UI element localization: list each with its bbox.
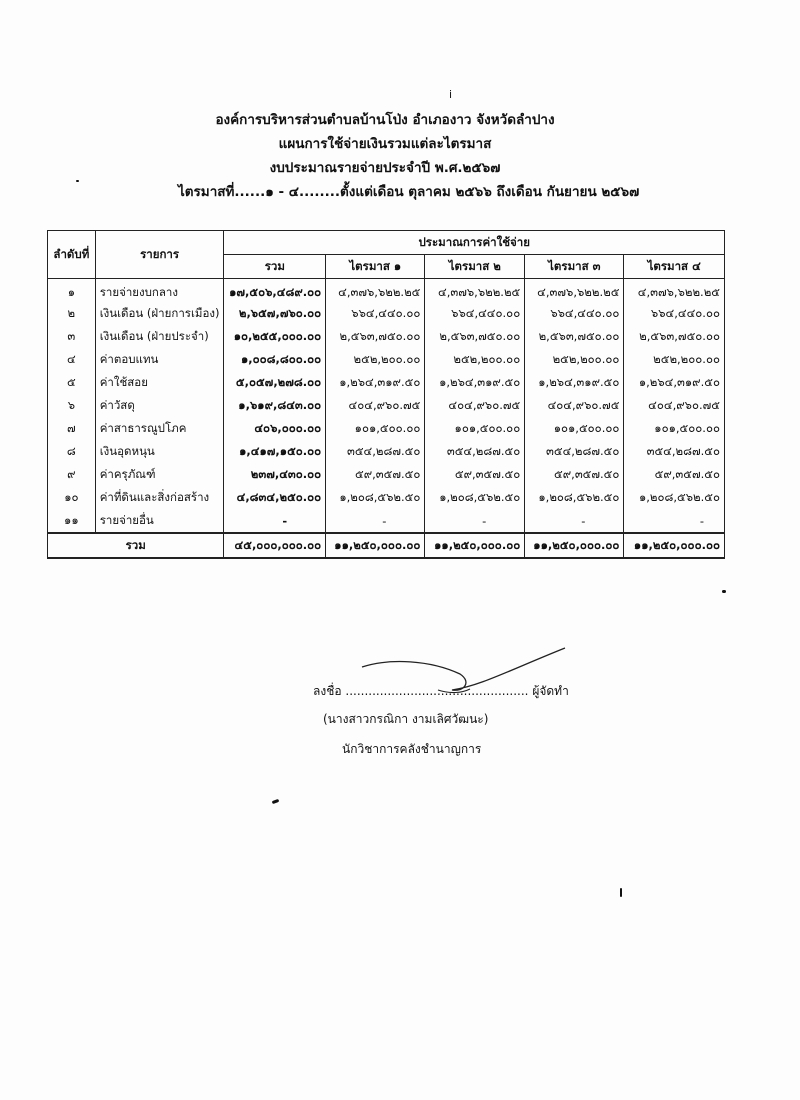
row-item: รายจ่ายอื่น — [95, 509, 224, 533]
row-q2: ๖๖๔,๔๔๐.๐๐ — [425, 302, 525, 325]
row-q3: ๕๙,๓๕๗.๕๐ — [525, 463, 624, 486]
header-q2: ไตรมาส ๒ — [425, 255, 525, 279]
row-q1: ๑,๒๐๘,๕๖๒.๕๐ — [326, 486, 425, 509]
signer-name: (นางสาวกรณิกา งามเลิศวัฒนะ) — [323, 712, 489, 726]
row-index: ๔ — [48, 348, 96, 371]
row-total: ๑๐,๒๕๕,๐๐๐.๐๐ — [224, 325, 326, 348]
table-row — [48, 440, 725, 463]
row-item: ค่าที่ดินและสิ่งก่อสร้าง — [95, 486, 224, 509]
table-row — [48, 417, 725, 440]
page-mark: i — [449, 88, 453, 101]
sign-label: ลงชื่อ — [313, 684, 342, 698]
row-q3: ๑๐๑,๕๐๐.๐๐ — [525, 417, 624, 440]
scan-speck — [76, 180, 79, 182]
header-total: รวม — [224, 255, 326, 279]
row-total: ๑,๐๐๘,๘๐๐.๐๐ — [224, 348, 326, 371]
row-q2: ๒,๕๖๓,๗๕๐.๐๐ — [425, 325, 525, 348]
row-q1: ๔,๓๗๖,๖๒๒.๒๕ — [326, 279, 425, 303]
header-q3: ไตรมาส ๓ — [525, 255, 624, 279]
row-item: ค่าสาธารณูปโภค — [95, 417, 224, 440]
row-total: ๑,๔๑๗,๑๕๐.๐๐ — [224, 440, 326, 463]
row-q4: - — [624, 509, 725, 533]
row-q4: ๑,๒๐๘,๕๖๒.๕๐ — [624, 486, 725, 509]
sign-dotted-line: ................................................ — [345, 684, 529, 698]
table-row — [48, 325, 725, 348]
row-q3: ๓๕๔,๒๘๗.๕๐ — [525, 440, 624, 463]
signer-position: นักวิชาการคลังชำนาญการ — [342, 742, 482, 756]
row-q4: ๕๙,๓๕๗.๕๐ — [624, 463, 725, 486]
row-index: ๑๐ — [48, 486, 96, 509]
total-q4: ๑๑,๒๕๐,๐๐๐.๐๐ — [624, 533, 725, 558]
table-row — [48, 371, 725, 394]
row-total: ๕,๐๕๗,๒๗๘.๐๐ — [224, 371, 326, 394]
row-total: - — [224, 509, 326, 533]
header-q1: ไตรมาส ๑ — [326, 255, 425, 279]
total-row — [48, 533, 725, 558]
row-index: ๘ — [48, 440, 96, 463]
row-q2: ๒๕๒,๒๐๐.๐๐ — [425, 348, 525, 371]
row-total: ๒,๖๕๗,๗๖๐.๐๐ — [224, 302, 326, 325]
row-q3: ๑,๒๐๘,๕๖๒.๕๐ — [525, 486, 624, 509]
table-row — [48, 302, 725, 325]
row-q4: ๒,๕๖๓,๗๕๐.๐๐ — [624, 325, 725, 348]
plan-title: แผนการใช้จ่ายเงินรวมแต่ละไตรมาส — [278, 136, 492, 152]
grand-total: ๔๕,๐๐๐,๐๐๐.๐๐ — [224, 533, 326, 558]
row-item: ค่าครุภัณฑ์ — [95, 463, 224, 486]
row-index: ๑๑ — [48, 509, 96, 533]
row-q3: - — [525, 509, 624, 533]
row-q1: ๔๐๔,๙๖๐.๗๕ — [326, 394, 425, 417]
row-index: ๑ — [48, 279, 96, 303]
row-q2: ๔,๓๗๖,๖๒๒.๒๕ — [425, 279, 525, 303]
row-q4: ๓๕๔,๒๘๗.๕๐ — [624, 440, 725, 463]
budget-table — [47, 230, 725, 559]
header-item: รายการ — [95, 231, 224, 279]
row-item: เงินเดือน (ฝ่ายประจำ) — [95, 325, 224, 348]
row-item: รายจ่ายงบกลาง — [95, 279, 224, 303]
table-row — [48, 486, 725, 509]
row-q3: ๖๖๔,๔๔๐.๐๐ — [525, 302, 624, 325]
row-total: ๒๓๗,๔๓๐.๐๐ — [224, 463, 326, 486]
document-header — [0, 108, 770, 204]
quarter-period: ไตรมาสที่......๑ - ๔........ตั้งแต่เดือน ตุลาคม ๒๕๖๖ ถึงเดือน กันยายน ๒๕๖๗ — [178, 184, 640, 200]
row-q4: ๒๕๒,๒๐๐.๐๐ — [624, 348, 725, 371]
row-q2: ๑๐๑,๕๐๐.๐๐ — [425, 417, 525, 440]
table-row — [48, 463, 725, 486]
row-item: ค่าตอบแทน — [95, 348, 224, 371]
row-index: ๖ — [48, 394, 96, 417]
row-q4: ๔,๓๗๖,๖๒๒.๒๕ — [624, 279, 725, 303]
row-total: ๔,๘๓๔,๒๕๐.๐๐ — [224, 486, 326, 509]
row-total: ๔๐๖,๐๐๐.๐๐ — [224, 417, 326, 440]
table-row — [48, 394, 725, 417]
table-row — [48, 348, 725, 371]
row-q3: ๔,๓๗๖,๖๒๒.๒๕ — [525, 279, 624, 303]
row-q4: ๖๖๔,๔๔๐.๐๐ — [624, 302, 725, 325]
row-q1: ๓๕๔,๒๘๗.๕๐ — [326, 440, 425, 463]
row-index: ๕ — [48, 371, 96, 394]
budget-year: งบประมาณรายจ่ายประจำปี พ.ศ.๒๕๖๗ — [269, 160, 501, 176]
row-index: ๓ — [48, 325, 96, 348]
sign-line — [313, 682, 569, 701]
row-q2: - — [425, 509, 525, 533]
row-q2: ๔๐๔,๙๖๐.๗๕ — [425, 394, 525, 417]
row-q3: ๑,๒๖๔,๓๑๙.๕๐ — [525, 371, 624, 394]
total-q1: ๑๑,๒๕๐,๐๐๐.๐๐ — [326, 533, 425, 558]
total-q2: ๑๑,๒๕๐,๐๐๐.๐๐ — [425, 533, 525, 558]
row-item: เงินเดือน (ฝ่ายการเมือง) — [95, 302, 224, 325]
row-q1: ๖๖๔,๔๔๐.๐๐ — [326, 302, 425, 325]
row-item: ค่าใช้สอย — [95, 371, 224, 394]
row-q2: ๓๕๔,๒๘๗.๕๐ — [425, 440, 525, 463]
row-q3: ๔๐๔,๙๖๐.๗๕ — [525, 394, 624, 417]
row-index: ๙ — [48, 463, 96, 486]
row-q2: ๑,๒๖๔,๓๑๙.๕๐ — [425, 371, 525, 394]
row-item: ค่าวัสดุ — [95, 394, 224, 417]
row-q3: ๒๕๒,๒๐๐.๐๐ — [525, 348, 624, 371]
row-q2: ๕๙,๓๕๗.๕๐ — [425, 463, 525, 486]
total-label: รวม — [48, 533, 224, 558]
row-q4: ๑,๒๖๔,๓๑๙.๕๐ — [624, 371, 725, 394]
table-row — [48, 509, 725, 533]
row-q4: ๔๐๔,๙๖๐.๗๕ — [624, 394, 725, 417]
row-index: ๒ — [48, 302, 96, 325]
row-total: ๑,๖๑๙,๘๔๓.๐๐ — [224, 394, 326, 417]
row-q2: ๑,๒๐๘,๕๖๒.๕๐ — [425, 486, 525, 509]
header-q4: ไตรมาส ๔ — [624, 255, 725, 279]
scan-speck — [722, 590, 726, 593]
table-row — [48, 279, 725, 303]
row-q1: - — [326, 509, 425, 533]
row-q1: ๒,๕๖๓,๗๕๐.๐๐ — [326, 325, 425, 348]
scan-speck — [272, 799, 280, 804]
scan-speck — [620, 888, 622, 897]
row-q1: ๑,๒๖๔,๓๑๙.๕๐ — [326, 371, 425, 394]
row-q4: ๑๐๑,๕๐๐.๐๐ — [624, 417, 725, 440]
row-item: เงินอุดหนุน — [95, 440, 224, 463]
row-q3: ๒,๕๖๓,๗๕๐.๐๐ — [525, 325, 624, 348]
row-index: ๗ — [48, 417, 96, 440]
row-q1: ๒๕๒,๒๐๐.๐๐ — [326, 348, 425, 371]
sign-role: ผู้จัดทำ — [532, 684, 569, 698]
header-estimate-group: ประมาณการค่าใช้จ่าย — [224, 231, 725, 255]
header-index: ลำดับที่ — [48, 231, 96, 279]
row-q1: ๑๐๑,๕๐๐.๐๐ — [326, 417, 425, 440]
total-q3: ๑๑,๒๕๐,๐๐๐.๐๐ — [525, 533, 624, 558]
org-name: องค์การบริหารส่วนตำบลบ้านโป่ง อำเภองาว จังหวัดลำปาง — [215, 112, 555, 128]
row-total: ๑๗,๕๐๖,๔๘๙.๐๐ — [224, 279, 326, 303]
row-q1: ๕๙,๓๕๗.๕๐ — [326, 463, 425, 486]
